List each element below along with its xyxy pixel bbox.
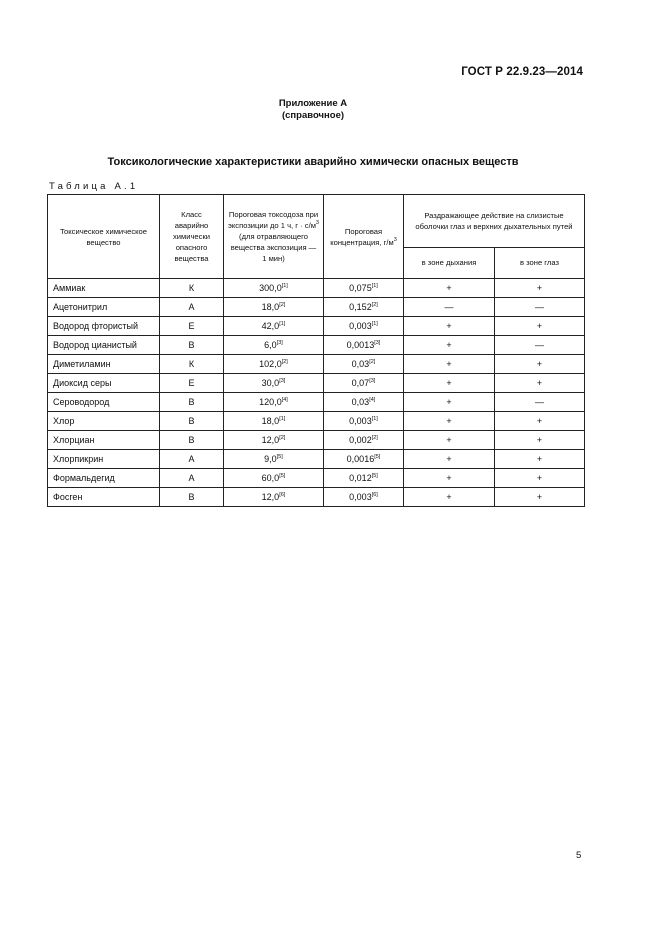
concentration-value: 0,003 [349,492,372,502]
annex-heading [0,98,626,122]
cell-breathing-zone: + [404,355,495,374]
concentration-value: 0,03 [351,397,370,407]
concentration-value: 0,002 [349,435,372,445]
cell-toxdose [224,317,324,336]
cell-substance: Формальдегид [48,469,160,488]
cell-breathing-zone: + [404,488,495,507]
cell-toxdose [224,393,324,412]
cell-eye-zone: + [495,355,585,374]
cell-toxdose [224,488,324,507]
concentration-ref: [2] [371,302,378,308]
cell-breathing-zone: + [404,469,495,488]
header-substance [48,195,160,279]
cell-class: Е [160,374,224,393]
cell-toxdose [224,279,324,298]
cell-concentration [324,279,404,298]
cell-breathing-zone: + [404,279,495,298]
toxdose-value: 18,0 [261,302,280,312]
cell-eye-zone: — [495,393,585,412]
table-row [48,393,585,412]
table-row [48,298,585,317]
cell-eye-zone: + [495,450,585,469]
header-toxdose-text: Пороговая токсодоза при экспозиции до 1 ч, г · с/м [228,210,319,230]
concentration-value: 0,0016 [346,454,375,464]
cell-class: В [160,393,224,412]
cell-breathing-zone: + [404,393,495,412]
toxdose-ref: [4] [281,397,288,403]
table-label: Таблица А.1 [49,181,139,192]
cell-toxdose [224,469,324,488]
cell-concentration [324,412,404,431]
header-toxdose [224,195,324,279]
header-concentration-sup: 3 [393,236,397,243]
toxdose-ref: [5] [276,454,283,460]
concentration-ref: [3] [374,340,381,346]
concentration-ref: [6] [371,492,378,498]
page-number: 5 [576,850,582,861]
toxdose-ref: [2] [281,359,288,365]
concentration-value: 0,0013 [346,340,375,350]
cell-concentration [324,298,404,317]
toxdose-ref: [1] [281,283,288,289]
concentration-ref: [2] [369,359,376,365]
cell-concentration [324,317,404,336]
toxdose-value: 9,0 [264,454,277,464]
cell-concentration [324,488,404,507]
cell-substance: Аммиак [48,279,160,298]
cell-toxdose [224,336,324,355]
table-row [48,450,585,469]
header-concentration [324,195,404,279]
concentration-ref: [1] [371,283,378,289]
cell-substance: Сероводород [48,393,160,412]
cell-concentration [324,431,404,450]
toxicology-table [47,194,585,507]
cell-concentration [324,374,404,393]
toxdose-value: 120,0 [259,397,282,407]
toxdose-value: 18,0 [261,416,280,426]
header-substance-text: Токсическое химическое вещество [60,226,147,247]
header-irritation [404,195,585,248]
header-breathing-zone: в зоне дыхания [404,247,495,278]
toxdose-ref: [3] [279,378,286,384]
toxdose-value: 102,0 [259,359,282,369]
table-row [48,488,585,507]
table-row [48,374,585,393]
cell-substance: Хлор [48,412,160,431]
toxdose-value: 300,0 [259,283,282,293]
header-toxdose-note: (для отравляющего вещества экспозиция — 1 мин) [230,232,317,263]
concentration-ref: [1] [371,416,378,422]
cell-class: А [160,450,224,469]
cell-class: К [160,355,224,374]
cell-breathing-zone: + [404,317,495,336]
cell-class: В [160,488,224,507]
concentration-ref: [2] [371,435,378,441]
toxdose-ref: [6] [279,492,286,498]
cell-eye-zone: + [495,412,585,431]
cell-eye-zone: + [495,317,585,336]
toxdose-ref: [5] [279,473,286,479]
cell-class: В [160,431,224,450]
concentration-value: 0,003 [349,416,372,426]
annex-subtitle: (справочное) [281,110,345,121]
concentration-value: 0,012 [349,473,372,483]
table-row [48,412,585,431]
cell-substance: Хлорпикрин [48,450,160,469]
cell-class: В [160,412,224,431]
cell-breathing-zone: + [404,336,495,355]
cell-eye-zone: + [495,469,585,488]
cell-breathing-zone: + [404,374,495,393]
toxdose-value: 12,0 [261,435,280,445]
cell-eye-zone: + [495,374,585,393]
concentration-ref: [3] [369,378,376,384]
table-row [48,431,585,450]
cell-breathing-zone: — [404,298,495,317]
toxdose-ref: [1] [279,321,286,327]
toxdose-ref: [3] [276,340,283,346]
concentration-ref: [5] [371,473,378,479]
cell-eye-zone: + [495,488,585,507]
cell-toxdose [224,374,324,393]
cell-concentration [324,469,404,488]
cell-eye-zone: — [495,336,585,355]
cell-concentration [324,355,404,374]
header-class-text: Класс аварийно химически опасного вещества [172,210,211,263]
cell-toxdose [224,431,324,450]
toxdose-value: 6,0 [264,340,277,350]
cell-class: К [160,279,224,298]
table-row [48,469,585,488]
concentration-value: 0,003 [349,321,372,331]
concentration-value: 0,07 [351,378,370,388]
cell-class: А [160,469,224,488]
cell-breathing-zone: + [404,450,495,469]
cell-substance: Ацетонитрил [48,298,160,317]
cell-toxdose [224,412,324,431]
toxdose-value: 30,0 [261,378,280,388]
cell-concentration [324,336,404,355]
cell-substance: Водород фтористый [48,317,160,336]
table-row [48,336,585,355]
toxdose-ref: [2] [279,302,286,308]
concentration-ref: [4] [369,397,376,403]
cell-toxdose [224,298,324,317]
cell-substance: Хлорциан [48,431,160,450]
cell-toxdose [224,355,324,374]
cell-class: Е [160,317,224,336]
cell-breathing-zone: + [404,431,495,450]
header-irritation-text: Раздражающее действие на слизистые оболочки глаз и верхних дыхательных путей [415,210,573,231]
cell-substance: Диоксид серы [48,374,160,393]
cell-substance: Фосген [48,488,160,507]
document-title: Токсикологические характеристики аварийно химически опасных веществ [107,156,519,168]
cell-class: А [160,298,224,317]
toxdose-value: 60,0 [261,473,280,483]
toxdose-value: 42,0 [261,321,280,331]
cell-eye-zone: + [495,279,585,298]
cell-class: В [160,336,224,355]
header-toxdose-sup: 3 [315,220,319,226]
cell-breathing-zone: + [404,412,495,431]
cell-substance: Диметиламин [48,355,160,374]
cell-substance: Водород цианистый [48,336,160,355]
cell-eye-zone: + [495,431,585,450]
concentration-ref: [1] [371,321,378,327]
concentration-value: 0,03 [351,359,370,369]
standard-designation: ГОСТ Р 22.9.23—2014 [461,66,583,78]
cell-concentration [324,393,404,412]
concentration-ref: [5] [374,454,381,460]
header-concentration-text: Пороговая концентрация, г/м [330,226,394,247]
table-row [48,355,585,374]
header-class [160,195,224,279]
table-row [48,317,585,336]
concentration-value: 0,075 [349,283,372,293]
annex-title: Приложение А [278,98,348,109]
toxdose-ref: [2] [279,435,286,441]
toxdose-ref: [1] [279,416,286,422]
toxdose-value: 12,0 [261,492,280,502]
cell-concentration [324,450,404,469]
header-eye-zone: в зоне глаз [495,247,585,278]
table-row [48,279,585,298]
cell-eye-zone: — [495,298,585,317]
concentration-value: 0,152 [349,302,372,312]
cell-toxdose [224,450,324,469]
